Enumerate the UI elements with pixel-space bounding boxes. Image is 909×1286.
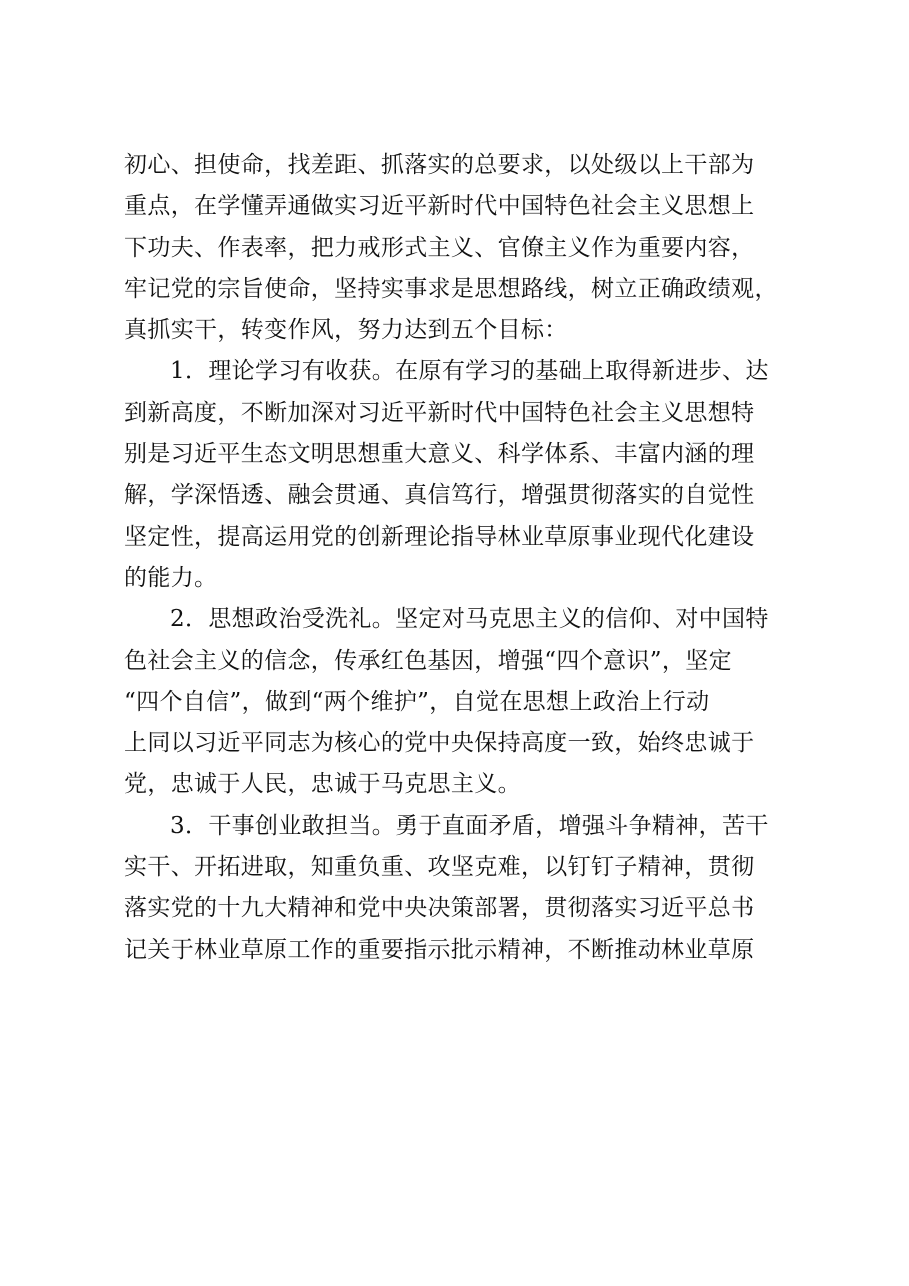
text-line: 别是习近平生态文明思想重大意义、科学体系、丰富内涵的理 bbox=[124, 441, 755, 468]
text-line: 坚定性，提高运用党的创新理论指导林业草原事业现代化建设 bbox=[124, 523, 755, 550]
text-line: 初心、担使命，找差距、抓落实的总要求，以处级以上干部为 bbox=[124, 152, 755, 178]
text-line: 重点，在学懂弄通做实习近平新时代中国特色社会主义思想上 bbox=[124, 193, 755, 220]
paragraph-intro bbox=[124, 145, 804, 351]
text-line: 1．理论学习有收获。在原有学习的基础上取得新进步、达 bbox=[170, 358, 769, 385]
paragraph-goal-3 bbox=[124, 806, 804, 971]
text-line: 落实党的十九大精神和党中央决策部署，贯彻落实习近平总书 bbox=[124, 895, 755, 922]
text-line: 上同以习近平同志为核心的党中央保持高度一致，始终忠诚于 bbox=[124, 730, 755, 757]
text-line: 的能力。 bbox=[124, 564, 218, 591]
paragraph-goal-2 bbox=[124, 599, 804, 805]
text-line: 牢记党的宗旨使命，坚持实事求是思想路线，树立正确政绩观， bbox=[124, 275, 778, 302]
text-line: 色社会主义的信念，传承红色基因，增强“四个意识”，坚定 bbox=[124, 647, 732, 674]
text-line: 真抓实干，转变作风，努力达到五个目标： bbox=[124, 317, 568, 344]
text-line: 党，忠诚于人民，忠诚于马克思主义。 bbox=[124, 771, 521, 798]
text-line: 2．思想政治受洗礼。坚定对马克思主义的信仰、对中国特 bbox=[170, 606, 769, 633]
text-line: 3．干事创业敢担当。勇于直面矛盾，增强斗争精神，苦干 bbox=[170, 812, 769, 839]
text-line: 记关于林业草原工作的重要指示批示精神，不断推动林业草原 bbox=[124, 936, 755, 963]
text-line: 到新高度，不断加深对习近平新时代中国特色社会主义思想特 bbox=[124, 399, 755, 426]
text-line: 下功夫、作表率，把力戒形式主义、官僚主义作为重要内容， bbox=[124, 234, 755, 261]
text-line: 解，学深悟透、融会贯通、真信笃行，增强贯彻落实的自觉性 bbox=[124, 482, 755, 509]
document-page bbox=[124, 145, 804, 971]
text-line: 实干、开拓进取，知重负重、攻坚克难，以钉钉子精神，贯彻 bbox=[124, 854, 755, 881]
text-line: “四个自信”，做到“两个维护”，自觉在思想上政治上行动 bbox=[124, 688, 710, 715]
paragraph-goal-1 bbox=[124, 351, 804, 599]
